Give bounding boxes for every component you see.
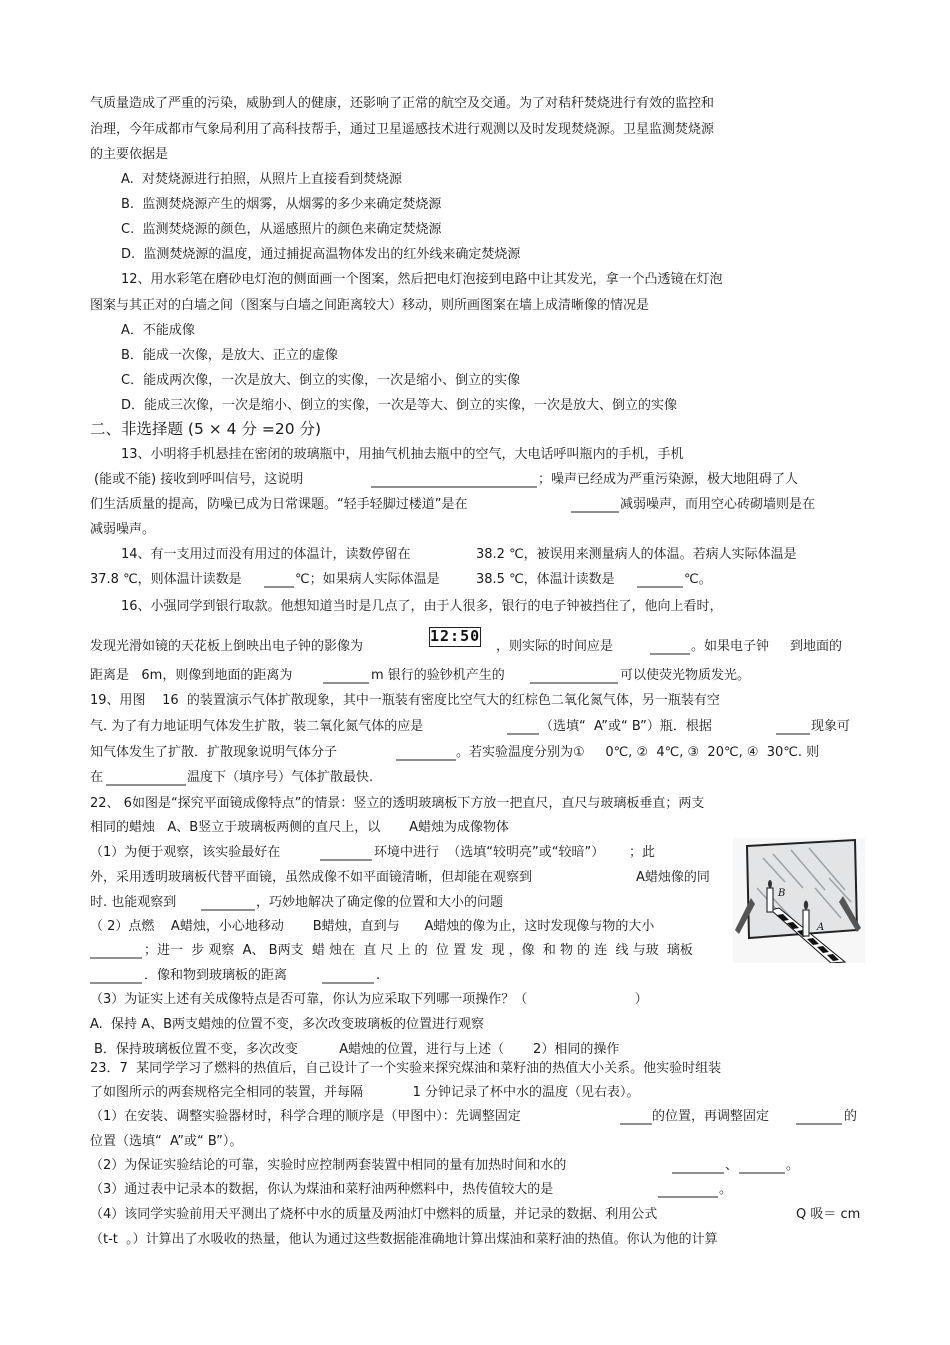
- q19-line-3a: 知气体发生了扩散．扩散现象说明气体分子: [90, 745, 338, 760]
- q22-line-5a: 时. 也能观察到: [90, 895, 177, 910]
- q22-line-6: （ 2）点燃 A蜡烛，小心地移动 B蜡烛，直到与 A蜡烛的像为止，这时发现像与物的大小: [90, 919, 655, 934]
- q16-blank-1: [650, 653, 690, 655]
- q13-line-3a: 们生活质量的提高，防噪已成为日常课题。“轻手轻脚过楼道”是在: [90, 497, 468, 512]
- digital-clock-reflection: 12:50: [430, 627, 481, 645]
- q22-line-7: ；进一 步 观察 A、 B两支 蜡 烛在 直 尺 上 的 位 置 发 现 ，像 和 物 的 连 线 与玻 璃板: [144, 943, 693, 958]
- q12-option-b: B．能成一次像，是放大、正立的虚像: [121, 348, 338, 363]
- q23-blank-4: [739, 1172, 785, 1174]
- q22-line-5b: ，巧妙地解决了确定像的位置和大小的问题: [256, 895, 504, 910]
- q14-line-2b: ℃；如果病人实际体温是: [295, 572, 440, 587]
- q23-line-3a: （1）在安装、调整实验器材时，科学合理的顺序是（甲图中）：先调整固定: [90, 1109, 521, 1124]
- q22-option-a: A. 保持 A、B两支蜡烛的位置不变，多次改变玻璃板的位置进行观察: [90, 1017, 485, 1032]
- q23-line-3c: 的: [844, 1109, 858, 1124]
- q13-line-2b: ；噪声已经成为严重污染源，极大地阻碍了人: [538, 472, 799, 487]
- q16-line-3c: 可以使荧光物质发光。: [620, 668, 751, 683]
- q19-line-2a: 气. 为了有力地证明气体发生扩散，装二氧化氮气体的应是: [90, 719, 424, 734]
- q23-line-5c: 。: [786, 1158, 800, 1173]
- q22-blank-5: [322, 982, 374, 984]
- q23-line-1: 23．7 某同学学习了燃料的热值后，自己设计了一个实验来探究煤油和菜籽油的热值大小关系。他实验时组装: [90, 1061, 722, 1076]
- q16-line-2b: ，则实际的时间应是: [496, 639, 614, 654]
- q22-line-8b: .: [376, 968, 381, 983]
- candle-a-label: A: [817, 922, 825, 933]
- q16-blank-2: [323, 682, 369, 684]
- q19-blank-4: [106, 784, 186, 786]
- q23-line-3b: 的位置，再调整固定: [652, 1109, 770, 1124]
- q22-blank-2: [201, 909, 255, 911]
- q13-line-1: 13、小明将手机悬挂在密闭的玻璃瓶中，用抽气机抽去瓶中的空气，大电话呼叫瓶内的手机，手机: [121, 447, 684, 462]
- q16-line-1: 16、小强同学到银行取款。他想知道当时是几点了，由于人很多，银行的电子钟被挡住了，他向上看时，: [121, 599, 723, 614]
- q13-line-4: 减弱噪声。: [90, 522, 156, 537]
- q19-line-2c: 现象可: [811, 719, 851, 734]
- q11-line-3: 的主要依据是: [90, 147, 169, 162]
- q12-option-d: D．能成三次像，一次是缩小、倒立的实像，一次是等大、倒立的实像，一次是放大、倒立的实像: [121, 398, 678, 413]
- q22-line-3a: （1）为便于观察，该实验最好在: [90, 845, 281, 860]
- candle-a: [803, 901, 809, 937]
- q23-line-2: 了如图所示的两套规格完全相同的装置，并每隔 1 分钟记录了杯中水的温度（见右表）。: [90, 1085, 640, 1100]
- q14-blank-2: [637, 586, 683, 588]
- q23-blank-5: [658, 1196, 718, 1198]
- q19-blank-3: [396, 759, 456, 761]
- q22-blank-3: [90, 957, 142, 959]
- q19-blank-1: [507, 733, 539, 735]
- q16-blank-3: [530, 682, 618, 684]
- q23-line-6b: 。: [719, 1182, 733, 1197]
- q14-line-2a: 37.8 ℃，则体温计读数是: [90, 572, 242, 587]
- q22-blank-4: [90, 982, 142, 984]
- q22-line-4a: 外，采用透明玻璃板代替平面镜，虽然成像不如平面镜清晰，但却能在观察到: [90, 870, 533, 885]
- q23-line-6a: （3）通过表中记录本的数据，你认为煤油和菜籽油两种燃料中，热传值较大的是: [90, 1182, 554, 1197]
- q23-line-5b: 、: [725, 1158, 739, 1173]
- q16-line-3a: 距离是 6m，则像到地面的距离为: [90, 668, 293, 683]
- q14-line-1b: 38.2 ℃，被误用来测量病人的体温。若病人实际体温是: [476, 547, 797, 562]
- q11-option-a: A. 对焚烧源进行拍照，从照片上直接看到焚烧源: [121, 172, 403, 187]
- q23-line-5a: （2）为保证实验结论的可靠，实验时应控制两套装置中相同的量有加热时间和水的: [90, 1158, 567, 1173]
- q11-line-2: 治理，今年成都市气象局利用了高科技帮手，通过卫星遥感技术进行观测以及时发现焚烧源。卫星监测焚烧源: [90, 122, 715, 137]
- q22-option-b: B．保持玻璃板位置不变，多次改变 A蜡烛的位置，进行与上述（ 2）相同的操作: [94, 1042, 620, 1057]
- q23-line-7b: Q 吸＝ cm: [796, 1207, 861, 1222]
- q19-line-1: 19、用图 16 的装置演示气体扩散现象，其中一瓶装有密度比空气大的红棕色二氧化氮气体，另一瓶装有空: [90, 693, 720, 708]
- q13-line-2a: (能或不能) 接收到呼叫信号，这说明: [94, 472, 304, 487]
- q16-line-3b: m 银行的验钞机产生的: [371, 668, 505, 683]
- q12-option-a: A．不能成像: [121, 323, 195, 338]
- candle-b-label: B: [778, 888, 786, 899]
- q11-option-c: C. 监测焚烧源的颜色，从遥感照片的颜色来确定焚烧源: [121, 222, 442, 237]
- q11-line-1: 气质量造成了严重的污染，威胁到人的健康，还影响了正常的航空及交通。为了对秸秆焚烧进行有效的监控和: [90, 96, 715, 111]
- q22-line-9: （3）为证实上述有关成像特点是否可靠，你认为应采取下列哪一项操作？（ ）: [90, 992, 648, 1007]
- q19-line-3b: 。若实验温度分别为① 0℃, ② 4℃, ③ 20℃, ④ 30℃. 则: [456, 745, 820, 760]
- q16-line-2d: 到地面的: [790, 639, 843, 654]
- q22-line-2: 相同的蜡烛 A、B竖立于玻璃板两侧的直尺上，以 A蜡烛为成像物体: [90, 820, 510, 835]
- q14-line-2c: 38.5 ℃，体温计读数是: [476, 572, 615, 587]
- q13-blank-1: [371, 486, 537, 488]
- q13-blank-2: [571, 511, 619, 513]
- q19-line-4a: 在: [90, 770, 104, 785]
- q23-blank-2: [796, 1123, 842, 1125]
- q13-line-3b: 减弱噪声，而用空心砖砌墙则是在: [620, 497, 816, 512]
- q23-line-4: 位置（选填“ A”或“ B”）。: [90, 1134, 243, 1149]
- q22-line-1: 22、 6如图是“探究平面镜成像特点”的情景：竖立的透明玻璃板下方放一把直尺，直尺与玻璃板垂直；两支: [90, 796, 705, 811]
- q14-line-1a: 14、有一支用过而没有用过的体温计，读数停留在: [121, 547, 411, 562]
- q16-line-2c: 。如果电子钟: [691, 639, 770, 654]
- section-2-title: 二、非选择题 (5 × 4 分 =20 分): [90, 420, 322, 438]
- q22-blank-1: [320, 859, 372, 861]
- q19-line-4b: 温度下（填序号）气体扩散最快.: [187, 770, 374, 785]
- q23-blank-3: [672, 1172, 724, 1174]
- q22-line-4b: A蜡烛像的同: [636, 870, 710, 885]
- q22-line-8a: ．像和物到玻璃板的距离: [144, 968, 288, 983]
- q14-line-2d: ℃。: [684, 572, 712, 587]
- q16-line-2a: 发现光滑如镜的天花板上倒映出电子钟的影像为: [90, 639, 364, 654]
- q23-blank-1: [620, 1123, 652, 1125]
- q14-blank-1: [264, 586, 294, 588]
- q22-line-3b: 环境中进行 （选填“较明亮”或“较暗”） ；此: [374, 845, 655, 860]
- q12-line-2: 图案与其正对的白墙之间（图案与白墙之间距离较大）移动，则所画图案在墙上成清晰像的情况是: [90, 298, 650, 313]
- glass-plate: [747, 840, 857, 938]
- q23-line-7a: （4）该同学实验前用天平测出了烧杯中水的质量及两油灯中燃料的质量，并记录的数据、利用公式: [90, 1207, 658, 1222]
- q19-line-2b: （选填“ A”或“ B”）瓶．根据: [540, 719, 712, 734]
- plane-mirror-experiment-figure: [733, 838, 865, 963]
- q19-blank-2: [776, 733, 810, 735]
- q11-option-d: D. 监测焚烧源的温度，通过捕捉高温物体发出的红外线来确定焚烧源: [121, 247, 521, 262]
- q12-option-c: C．能成两次像，一次是放大、倒立的实像，一次是缩小、倒立的实像: [121, 373, 521, 388]
- q12-line-1: 12、用水彩笔在磨砂电灯泡的侧面画一个图案，然后把电灯泡接到电路中让其发光，拿一个凸透镜在灯泡: [121, 272, 723, 287]
- q11-option-b: B. 监测焚烧源产生的烟雾，从烟雾的多少来确定焚烧源: [121, 197, 442, 212]
- q23-line-8: （t-t 。）计算出了水吸收的热量，他认为通过这些数据能准确地计算出煤油和菜籽油的热值。你认为他的计算: [90, 1232, 718, 1247]
